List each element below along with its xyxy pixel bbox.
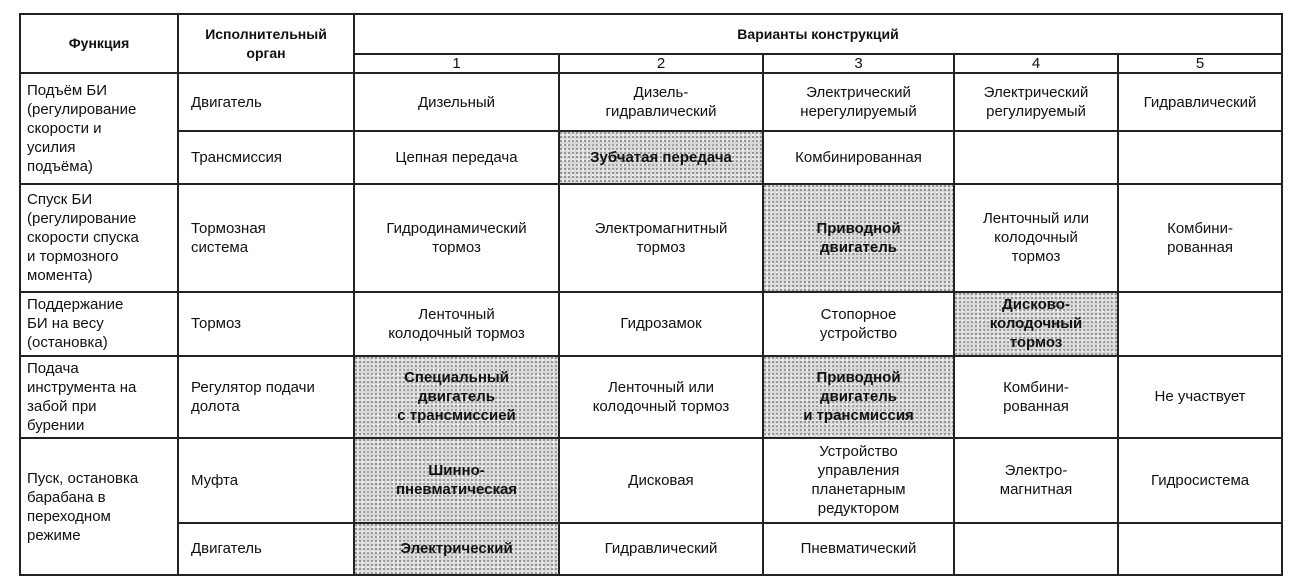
text-line: Ленточный — [418, 305, 495, 323]
text-line: Электрический — [806, 84, 911, 102]
organ-cell: Двигатель — [178, 73, 354, 131]
organ-cell — [178, 356, 354, 438]
text-line: Спуск БИ — [27, 191, 93, 209]
variant-cell-empty — [1118, 523, 1282, 575]
text-line: пневматическая — [395, 481, 518, 499]
variant-cell-highlighted: Зубчатая передача — [559, 131, 763, 183]
function-cell-descent — [20, 184, 178, 293]
variant-cell: Комбинированная — [763, 131, 954, 183]
variant-cell: Гидравлический — [1118, 73, 1282, 131]
text-line: устройство — [819, 324, 898, 342]
text-line: режиме — [27, 526, 81, 544]
text-line: Электро- — [1004, 462, 1068, 480]
text-line: тормоз — [1011, 248, 1061, 266]
variant-cell: Гидравлический — [559, 523, 763, 575]
design-variants-table-wrapper — [19, 13, 1281, 576]
variant-cell: Дизельный — [354, 73, 559, 131]
text-line: Устройство — [819, 443, 898, 461]
table-row — [20, 523, 1282, 575]
text-line: усилия — [27, 138, 76, 156]
variant-cell-empty — [1118, 131, 1282, 183]
variant-cell-empty — [1118, 292, 1282, 355]
organ-cell: Тормоз — [178, 292, 354, 355]
variant-cell: Гидрозамок — [559, 292, 763, 355]
text-line: рованная — [1003, 397, 1069, 415]
organ-cell: Двигатель — [178, 523, 354, 575]
text-line: система — [191, 238, 249, 256]
text-line: инструмента на — [27, 378, 137, 396]
variant-cell-highlighted — [354, 438, 559, 523]
header-row — [20, 14, 1282, 54]
table-row — [20, 292, 1282, 355]
variant-number-1: 1 — [354, 54, 559, 73]
text-line: колодочный — [994, 229, 1078, 247]
variant-cell — [954, 73, 1118, 131]
text-line: и тормозного — [27, 248, 119, 266]
text-line: Комбини- — [1167, 219, 1233, 237]
text-line: Тормозная — [191, 219, 266, 237]
text-line: двигатель — [820, 388, 897, 406]
variant-cell — [1118, 184, 1282, 293]
text-line: Шинно- — [428, 462, 485, 480]
header-organ-line: орган — [246, 44, 286, 61]
design-variants-table — [19, 13, 1283, 576]
function-cell-start-stop — [20, 438, 178, 575]
variant-cell — [354, 292, 559, 355]
text-line: тормоз — [432, 238, 481, 256]
text-line: Электромагнитный — [594, 219, 728, 237]
text-line: нерегулируемый — [800, 103, 917, 121]
text-line: Приводной — [816, 219, 901, 237]
table-row — [20, 73, 1282, 131]
table-row — [20, 438, 1282, 523]
text-line: Стопорное — [820, 305, 897, 323]
variant-number-5: 5 — [1118, 54, 1282, 73]
variant-cell — [954, 438, 1118, 523]
text-line: управления — [817, 462, 900, 480]
text-line: Поддержание — [27, 296, 124, 314]
text-line: бурении — [27, 416, 85, 434]
text-line: с трансмиссией — [397, 407, 516, 425]
variant-cell — [954, 356, 1118, 438]
text-line: двигатель — [418, 388, 495, 406]
organ-cell: Трансмиссия — [178, 131, 354, 183]
text-line: тормоз — [636, 238, 686, 256]
text-line: Комбини- — [1003, 378, 1069, 396]
text-line: подъёма) — [27, 157, 93, 175]
header-function: Функция — [20, 14, 178, 73]
text-line: (регулирование — [27, 210, 137, 228]
text-line: магнитная — [999, 481, 1073, 499]
organ-cell — [178, 184, 354, 293]
text-line: Приводной — [816, 369, 901, 387]
text-line: БИ на весу — [27, 315, 104, 333]
variant-cell: Цепная передача — [354, 131, 559, 183]
text-line: колодочный тормоз — [388, 324, 525, 342]
variant-number-3: 3 — [763, 54, 954, 73]
variant-cell-highlighted — [763, 356, 954, 438]
text-line: переходном — [27, 507, 111, 525]
variant-cell-highlighted — [354, 356, 559, 438]
variant-cell — [559, 73, 763, 131]
text-line: Специальный — [404, 369, 509, 387]
function-cell-lift — [20, 73, 178, 184]
text-line: скорости и — [27, 119, 102, 137]
text-line: Подъём БИ — [27, 81, 108, 99]
text-line: барабана в — [27, 488, 106, 506]
text-line: колодочный — [989, 315, 1083, 333]
variant-cell: Гидросистема — [1118, 438, 1282, 523]
variant-cell — [763, 292, 954, 355]
text-line: Дизель- — [633, 84, 689, 102]
variant-number-4: 4 — [954, 54, 1118, 73]
header-variants: Варианты конструкций — [354, 14, 1282, 54]
text-line: регулируемый — [986, 103, 1086, 121]
text-line: Дисково- — [1002, 296, 1070, 314]
variant-cell: Пневматический — [763, 523, 954, 575]
text-line: Пуск, остановка — [27, 469, 139, 487]
variant-cell — [354, 184, 559, 293]
variant-cell-empty — [954, 523, 1118, 575]
text-line: (регулирование — [27, 100, 137, 118]
header-organ-line: Исполнительный — [205, 25, 327, 42]
text-line: Ленточный или — [607, 378, 715, 396]
table-row — [20, 356, 1282, 438]
text-line: двигатель — [820, 238, 897, 256]
variant-cell — [763, 73, 954, 131]
variant-cell-highlighted: Электрический — [354, 523, 559, 575]
text-line: гидравлический — [605, 103, 717, 121]
table-row — [20, 184, 1282, 293]
variant-cell: Не участвует — [1118, 356, 1282, 438]
text-line: Электрический — [983, 84, 1089, 102]
header-organ — [178, 14, 354, 73]
variant-cell — [763, 438, 954, 523]
table-row — [20, 131, 1282, 183]
variant-cell: Дисковая — [559, 438, 763, 523]
variant-cell — [559, 356, 763, 438]
text-line: рованная — [1167, 238, 1233, 256]
text-line: забой при — [27, 397, 97, 415]
text-line: тормоз — [1009, 334, 1063, 352]
variant-cell — [559, 184, 763, 293]
text-line: планетарным — [811, 481, 906, 499]
organ-cell: Муфта — [178, 438, 354, 523]
text-line: Гидродинамический — [386, 219, 527, 237]
variant-cell-empty — [954, 131, 1118, 183]
variant-cell — [954, 184, 1118, 293]
text-line: момента) — [27, 267, 93, 285]
function-cell-feed — [20, 356, 178, 438]
text-line: Регулятор подачи — [191, 378, 315, 396]
text-line: колодочный тормоз — [592, 397, 730, 415]
text-line: Ленточный или — [982, 210, 1090, 228]
function-cell-hold — [20, 292, 178, 355]
variant-cell-highlighted — [763, 184, 954, 293]
text-line: редуктором — [817, 500, 900, 518]
variant-number-2: 2 — [559, 54, 763, 73]
text-line: и трансмиссия — [803, 407, 914, 425]
text-line: Подача — [27, 359, 79, 377]
variant-cell-highlighted — [954, 292, 1118, 355]
text-line: скорости спуска — [27, 229, 139, 247]
text-line: (остановка) — [27, 334, 108, 352]
text-line: долота — [191, 397, 240, 415]
